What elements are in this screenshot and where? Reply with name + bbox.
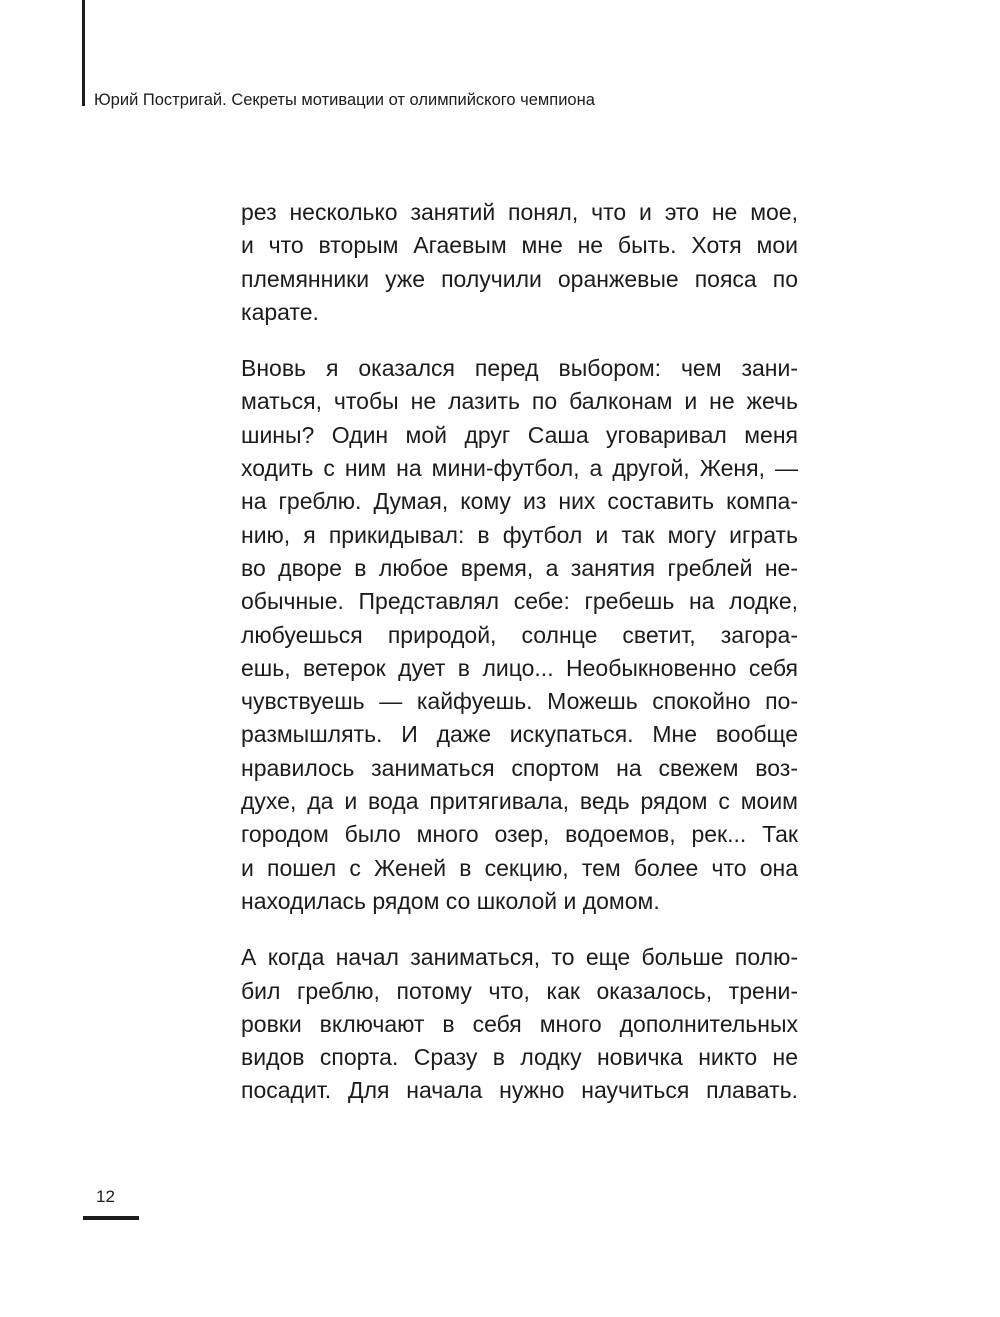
text-line: любуешься природой, солнце светит, загора-: [241, 621, 798, 648]
text-line: рез несколько занятий понял, что и это не мое,: [241, 199, 798, 225]
text-line: видов спорта. Сразу в лодку новичка никто не: [241, 1044, 798, 1071]
text-line: племянники уже получили оранжевые пояса по: [241, 265, 798, 292]
text-line: на греблю. Думая, кому из них составить компа-: [241, 488, 798, 515]
text-line: городом было много озер, водоемов, рек... Так: [241, 821, 798, 848]
text-line: во дворе в любое время, а занятия греблей не-: [241, 554, 798, 581]
text-line: ешь, ветерок дует в лицо... Необыкновенно себя: [241, 654, 798, 681]
main-text-block: [241, 196, 798, 1131]
paragraph-3: [241, 941, 798, 1107]
text-line: и что вторым Агаевым мне не быть. Хотя мои: [241, 232, 798, 259]
text-line: нравилось заниматься спортом на свежем воз-: [241, 754, 798, 781]
text-line: чувствуешь — кайфуешь. Можешь спокойно по-: [241, 688, 798, 715]
page-number: 12: [96, 1187, 115, 1206]
text-line: А когда начал заниматься, то еще больше полю-: [241, 944, 798, 971]
paragraph-1: [241, 196, 798, 329]
text-line: шины? Один мой друг Саша уговаривал меня: [241, 421, 798, 448]
text-line: карате.: [241, 298, 319, 325]
text-line: посадит. Для начала нужно научиться плавать.: [241, 1077, 798, 1104]
text-line: обычные. Представлял себе: гребешь на лодке,: [241, 588, 798, 615]
text-line: нию, я прикидывал: в футбол и так могу играть: [241, 521, 798, 548]
text-line: находилась рядом со школой и домом.: [241, 887, 660, 914]
text-line: ровки включают в себя много дополнительных: [241, 1010, 798, 1037]
header-vertical-rule: [82, 0, 85, 106]
running-head-title: Юрий Постригай. Секреты мотивации от олимпийского чемпиона: [94, 91, 595, 109]
text-line: духе, да и вода притягивала, ведь рядом с моим: [241, 788, 798, 815]
text-line: маться, чтобы не лазить по балконам и не жечь: [241, 388, 798, 415]
footer-rule: [83, 1216, 139, 1220]
text-line: ходить с ним на мини-футбол, а другой, Женя, —: [241, 455, 798, 482]
text-line: и пошел с Женей в секцию, тем более что она: [241, 854, 798, 881]
text-line: размышлять. И даже искупаться. Мне вообще: [241, 721, 798, 748]
text-line: Вновь я оказался перед выбором: чем зани-: [241, 355, 798, 382]
text-line: бил греблю, потому что, как оказалось, трени-: [241, 977, 798, 1004]
paragraph-2: [241, 352, 798, 918]
